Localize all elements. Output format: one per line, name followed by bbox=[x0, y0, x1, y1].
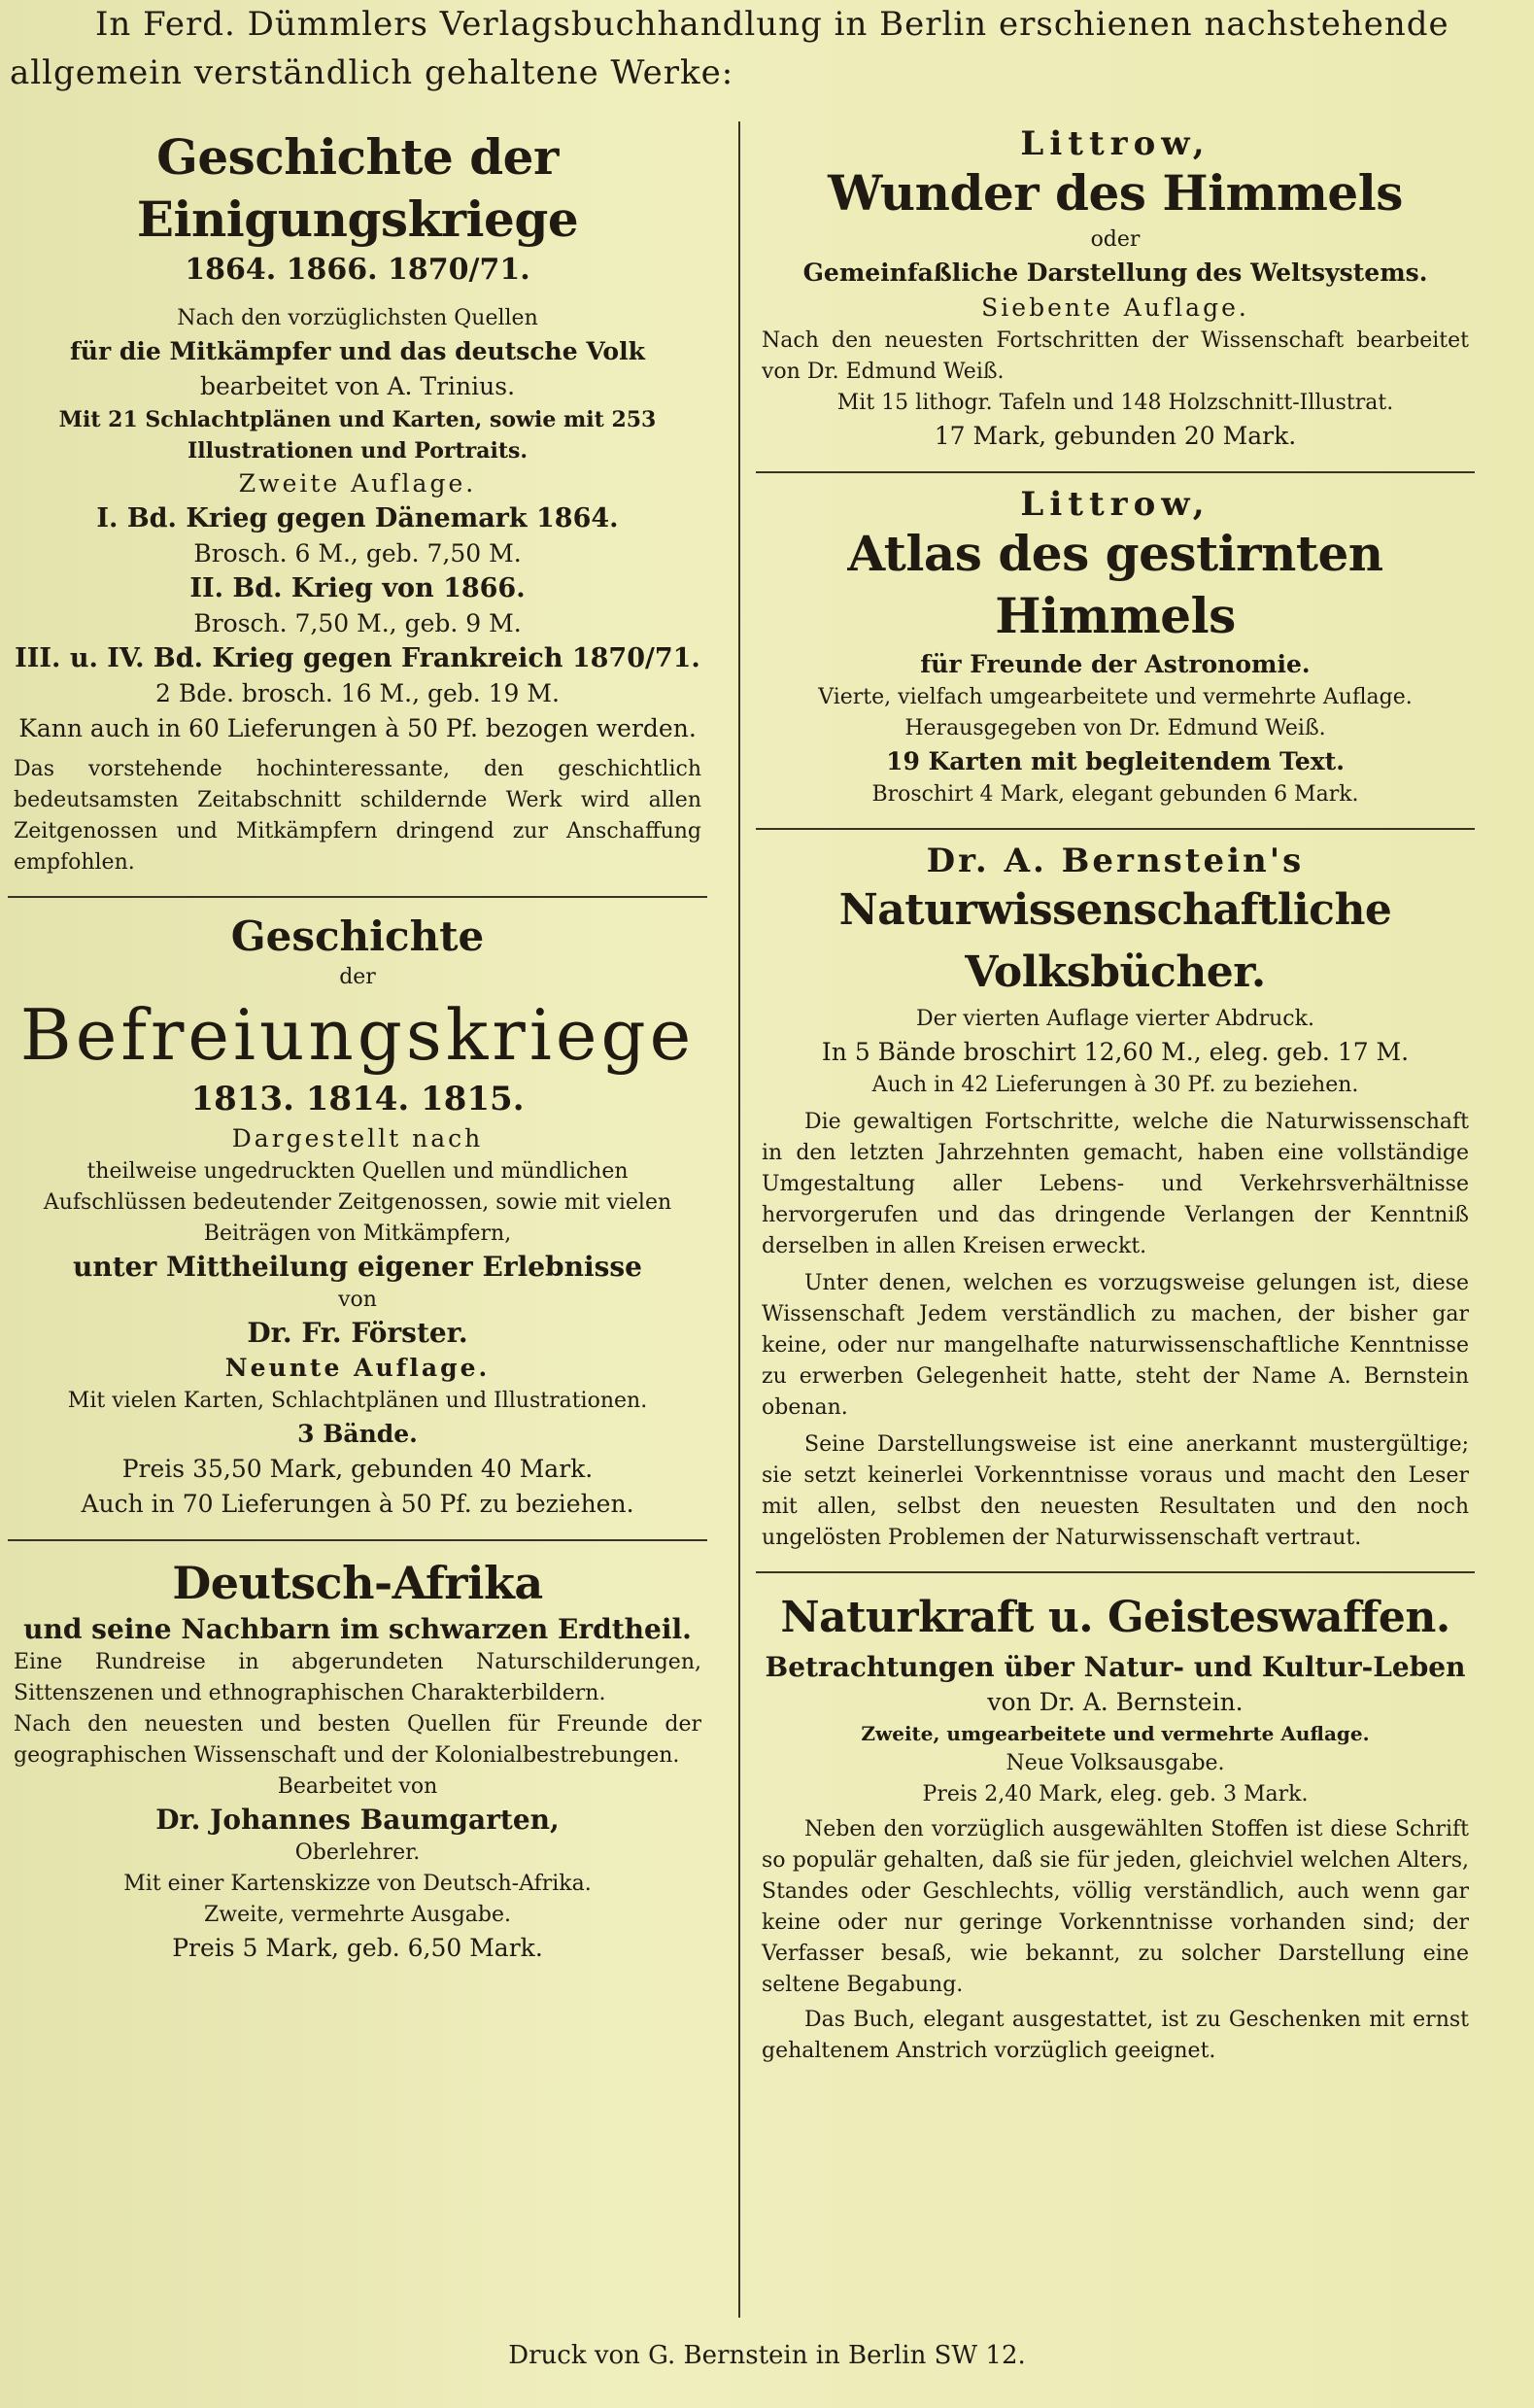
ad-author: Dr. Fr. Förster. bbox=[247, 1317, 468, 1349]
ad-text: Vierte, vielfach umgearbeitete und vermehrte Auflage. bbox=[818, 685, 1413, 709]
ad-price: Preis 35,50 Mark, gebunden 40 Mark. bbox=[121, 1455, 594, 1483]
header-line-1: In Ferd. Dümmlers Verlagsbuchhandlung in Berlin erschienen nachstehende bbox=[95, 5, 1449, 44]
ad-author: von Dr. A. Bernstein. bbox=[987, 1688, 1244, 1716]
ad-description: Unter denen, welchen es vorzugsweise gelungen ist, diese Wissenschaft Jedem verständlich zu machen, der bisher gar keine, oder nur mangelhafte naturwissenschaftliche Kenntnisse zu erwerben Gelegenheit hatte, steht der Name A. Bernstein obenan. bbox=[762, 1271, 1469, 1420]
ad-edition: Zweite, vermehrte Ausgabe. bbox=[203, 1903, 512, 1927]
ad-einigungskriege bbox=[8, 117, 707, 892]
ad-text: Mit 21 Schlachtplänen und Karten, sowie mit 253 bbox=[58, 407, 657, 432]
ad-volume: II. Bd. Krieg von 1866. bbox=[189, 573, 526, 603]
ad-title: Wunder des Himmels bbox=[828, 164, 1403, 222]
ad-title: Geschichte der Einigungskriege bbox=[136, 128, 579, 248]
ad-price: Auch in 70 Lieferungen à 50 Pf. zu beziehen. bbox=[81, 1490, 634, 1518]
ad-description: Das vorstehende hochinteressante, den geschichtlich bedeutsamsten Zeitabschnitt schildernde Werk wird allen Zeitgenossen und Mitkämpfern dringend zur Anschaffung empfohlen. bbox=[14, 757, 701, 875]
ad-edition: Siebente Auflage. bbox=[981, 293, 1249, 322]
ad-description: Seine Darstellungsweise ist eine anerkannt mustergültige; sie setzt keinerlei Vorkenntnisse voraus und macht den Leser mit allen, selbst den neuesten Resultaten und den noch ungelösten Problemen der Naturwissenschaft vertraut. bbox=[762, 1432, 1469, 1550]
ad-text: Nach den neuesten und besten Quellen für Freunde der geographischen Wissenschaft und der Kolonialbestrebungen. bbox=[14, 1712, 701, 1768]
ad-atlas bbox=[756, 477, 1475, 824]
ad-price: 17 Mark, gebunden 20 Mark. bbox=[934, 422, 1297, 450]
ad-title: Deutsch-Afrika bbox=[172, 1557, 543, 1609]
printer-footer: Druck von G. Bernstein in Berlin SW 12. bbox=[508, 2341, 1026, 2370]
right-column bbox=[756, 117, 1475, 2081]
ad-text: Nach den vorzüglichsten Quellen bbox=[177, 306, 538, 330]
ad-text: unter Mittheilung eigener Erlebnisse bbox=[73, 1251, 642, 1283]
ad-text: Mit 15 lithogr. Tafeln und 148 Holzschnitt-Illustrat. bbox=[836, 391, 1394, 415]
ad-volume: I. Bd. Krieg gegen Dänemark 1864. bbox=[96, 503, 619, 533]
ad-text: Neue Volksausgabe. bbox=[1006, 1751, 1225, 1775]
ad-naturkraft bbox=[756, 1577, 1475, 2081]
ad-separator bbox=[756, 1571, 1475, 1573]
ad-description: Neben den vorzüglich ausgewählten Stoffen ist diese Schrift so populär gehalten, daß sie für jeden, gleichviel welchen Alters, Standes oder Geschlechts, völlig verständlich, auch wenn gar keine oder nur geringe Vorkenntnisse vorhanden sind; der Verfasser besaß, wie bekannt, zu solcher Darstellung eine seltene Begabung. bbox=[762, 1817, 1469, 1997]
ad-price: In 5 Bände broschirt 12,60 M., eleg. geb. 17 M. bbox=[821, 1038, 1410, 1066]
ad-title: Naturkraft u. Geisteswaffen. bbox=[780, 1593, 1450, 1642]
ad-description: Das Buch, elegant ausgestattet, ist zu Geschenken mit ernst gehaltenem Anstrich vorzüglich geeignet. bbox=[762, 2008, 1469, 2063]
ad-text: 19 Karten mit begleitendem Text. bbox=[886, 747, 1345, 775]
ad-text: für die Mitkämpfer und das deutsche Volk bbox=[70, 337, 645, 365]
ad-text: Oberlehrer. bbox=[294, 1840, 421, 1865]
ad-author: Dr. A. Bernstein's bbox=[926, 842, 1305, 880]
ad-edition: Zweite, umgearbeitete und vermehrte Auflage. bbox=[861, 1722, 1370, 1745]
ad-befreiungskriege bbox=[8, 902, 707, 1535]
ad-text: Gemeinfaßliche Darstellung des Weltsystems. bbox=[802, 258, 1428, 287]
ad-wunder-des-himmels bbox=[756, 117, 1475, 467]
ad-price: Kann auch in 60 Lieferungen à 50 Pf. bezogen werden. bbox=[18, 714, 697, 742]
ad-price: Brosch. 7,50 M., geb. 9 M. bbox=[193, 609, 522, 637]
ad-price: Broschirt 4 Mark, elegant gebunden 6 Mark. bbox=[871, 782, 1359, 807]
ad-text: der bbox=[339, 965, 376, 989]
ad-title-main: Befreiungskriege bbox=[19, 994, 696, 1076]
ad-price: Brosch. 6 M., geb. 7,50 M. bbox=[193, 539, 522, 568]
ad-text: Eine Rundreise in abgerundeten Naturschilderungen, Sittenszenen und ethnographischen Charakterbildern. bbox=[14, 1650, 701, 1705]
left-column bbox=[8, 117, 707, 1979]
ad-edition: Zweite Auflage. bbox=[238, 469, 477, 498]
ad-text: theilweise ungedruckten Quellen und mündlichen Aufschlüssen bedeutender Zeitgenossen, sowie mit vielen Beiträgen von Mitkämpfern, bbox=[43, 1159, 672, 1246]
ad-title: Geschichte bbox=[230, 912, 485, 960]
ad-author: Dr. Johannes Baumgarten, bbox=[155, 1804, 560, 1836]
ad-price: 2 Bde. brosch. 16 M., geb. 19 M. bbox=[155, 679, 560, 707]
ad-title: Atlas des gestirnten Himmels bbox=[847, 525, 1383, 644]
ad-price: Preis 5 Mark, geb. 6,50 Mark. bbox=[172, 1934, 543, 1962]
ad-subtitle: Betrachtungen über Natur- und Kultur-Leben bbox=[765, 1651, 1466, 1683]
ad-text: Herausgegeben von Dr. Edmund Weiß. bbox=[904, 716, 1326, 740]
ad-edition: Neunte Auflage. bbox=[224, 1354, 491, 1382]
ad-author: Littrow, bbox=[1020, 485, 1210, 524]
ad-author: Littrow, bbox=[1020, 124, 1210, 163]
ad-text: Illustrationen und Portraits. bbox=[187, 438, 528, 464]
ad-text: Nach den neuesten Fortschritten der Wissenschaft bearbeitet von Dr. Edmund Weiß. bbox=[762, 328, 1469, 384]
ad-text: für Freunde der Astronomie. bbox=[920, 650, 1311, 678]
ad-subtitle: und seine Nachbarn im schwarzen Erdtheil. bbox=[23, 1613, 692, 1645]
ad-separator bbox=[8, 1539, 707, 1541]
ad-text: 3 Bände. bbox=[297, 1420, 418, 1448]
ad-years: 1864. 1866. 1870/71. bbox=[185, 253, 530, 287]
ad-years: 1813. 1814. 1815. bbox=[190, 1080, 525, 1118]
ad-text: Der vierten Auflage vierter Abdruck. bbox=[916, 1007, 1314, 1031]
ad-text: Dargestellt nach bbox=[231, 1124, 484, 1152]
ad-text: Bearbeitet von bbox=[277, 1774, 438, 1799]
ad-author: bearbeitet von A. Trinius. bbox=[199, 372, 516, 400]
ad-deutsch-afrika bbox=[8, 1545, 707, 1979]
ad-price: Preis 2,40 Mark, eleg. geb. 3 Mark. bbox=[922, 1782, 1309, 1806]
ad-text: oder bbox=[1090, 227, 1141, 252]
ad-text: Mit vielen Karten, Schlachtplänen und Illustrationen. bbox=[67, 1389, 648, 1413]
page-header bbox=[10, 0, 1506, 97]
ad-description: Die gewaltigen Fortschritte, welche die Naturwissenschaft in den letzten Jahrzehnten gemacht, haben eine vollständige Umgestaltung aller Lebens- und Verkehrsverhältnisse hervorgerufen und das dringende Verlangen der Kenntniß derselben in allen Kreisen erweckt. bbox=[762, 1110, 1469, 1258]
ad-title: Naturwissenschaftliche Volksbücher. bbox=[838, 885, 1392, 997]
ad-text: von bbox=[338, 1288, 377, 1312]
header-line-2: allgemein verständlich gehaltene Werke: bbox=[10, 53, 734, 92]
ad-volksbuecher bbox=[756, 834, 1475, 1567]
column-divider bbox=[738, 121, 740, 2318]
ad-separator bbox=[756, 471, 1475, 473]
ad-volume: III. u. IV. Bd. Krieg gegen Frankreich 1870/71. bbox=[15, 643, 700, 673]
ad-separator bbox=[756, 828, 1475, 830]
ad-separator bbox=[8, 896, 707, 898]
ad-price: Auch in 42 Lieferungen à 30 Pf. zu beziehen. bbox=[871, 1073, 1359, 1097]
ad-text: Mit einer Kartenskizze von Deutsch-Afrika. bbox=[123, 1872, 592, 1896]
